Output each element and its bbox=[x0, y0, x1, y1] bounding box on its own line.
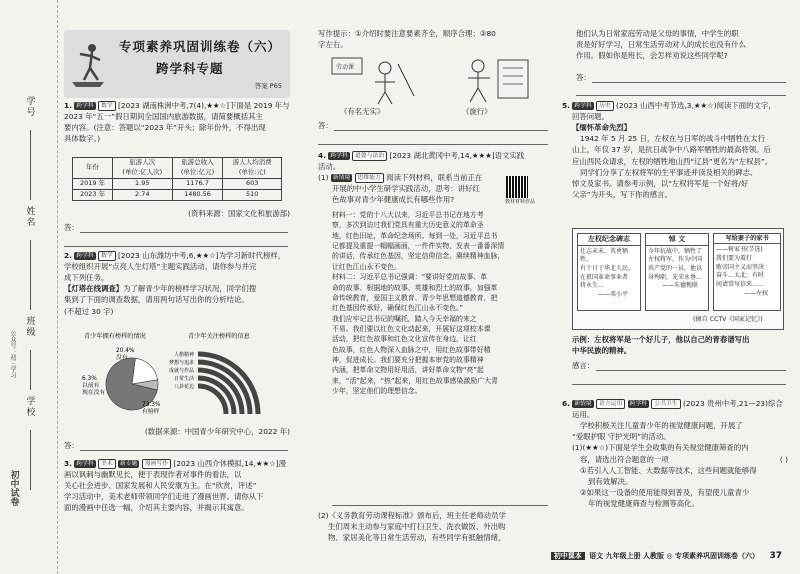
material-3-line: 少年，坚定他们的理想信念。 bbox=[332, 387, 422, 396]
q1-text-2: 2023 年“五一”假日期间全国国内旅游数据，请简要概括其主 bbox=[64, 112, 263, 122]
q4-text-2: 活动。 bbox=[318, 162, 341, 172]
ring-label: 八卦花边 bbox=[173, 384, 194, 390]
q4-text-1: [2023 湖北黄冈中考,14,★★★]语文实践 bbox=[389, 151, 525, 160]
panel-caption: (摘自 CCTV《国家记忆》) bbox=[693, 316, 763, 323]
q3-text-2: 画以讽刺与幽默见长，便于表现作者对事件的看法，以 bbox=[64, 470, 242, 480]
material-3-line: 来，“活”起来，“热”起来，用红色故事感染激励广大青 bbox=[332, 376, 498, 385]
q6-option: ②如果这一设备的使用能得到普及，有望使儿童青少 bbox=[580, 487, 750, 497]
rings-chart bbox=[169, 332, 258, 414]
q6-text: (1)(★★☆)下面是学生会收集的有关视觉健康筛查的内 bbox=[572, 443, 749, 453]
table-cell: 2019 年 bbox=[73, 179, 113, 190]
q2-text-5: 集到了下面的调查数据，请用两句话写出你的分析结论。 bbox=[64, 295, 249, 305]
material-2-line: 材料二：习近平总书记强调：“要讲好党的故事、革 bbox=[332, 273, 488, 282]
q6-option: 到有效解决。 bbox=[588, 476, 633, 486]
q1-answer-label: 答： bbox=[64, 223, 79, 232]
q4-part2-line: 生们周末主动参与家庭中打扫卫生、洗衣做饭、外出购 bbox=[328, 522, 506, 532]
q4-part2-line: (2)《义务教育劳动课程标准》颁布后，班主任老师动员学 bbox=[318, 511, 506, 520]
comic-image-1 bbox=[330, 54, 420, 106]
material-3-line: 我们应牢记总书记的嘱托，踏入今天幸福的来之 bbox=[332, 314, 477, 323]
student-id-label: 学号 bbox=[24, 96, 35, 118]
footer-label: 初中课本 bbox=[551, 552, 585, 560]
material-1-line: 记都提及重提一幅幅画面，一件件实物，发表一番番深情 bbox=[332, 242, 505, 251]
panel-text: 在祖国革命事业者 bbox=[580, 273, 629, 281]
q2-text-1: [2023 山东潍坊中考,6,★★☆]为学习新时代榜样， bbox=[118, 251, 286, 260]
q5-number: 5. bbox=[562, 101, 570, 110]
material-3-line: 内涵，把革命文物用好用活，讲好革命文物“亮”起 bbox=[332, 366, 484, 375]
q2-answer-label: 答： bbox=[64, 441, 79, 450]
q4-tag-cross: 跨学科 bbox=[330, 153, 348, 159]
comic-caption-2: 《旋行》 bbox=[462, 107, 492, 116]
q5-text: 山上，年仅 37 岁，是抗日战争中八路军牺牲的最高将领。后 bbox=[572, 145, 771, 155]
writing-hint-1: 写作提示：①介绍时要注意要素齐全，顺序合理；②80 bbox=[318, 29, 496, 38]
q2-text-2: 学校组织开展“点亮人生灯塔”主题实践活动，请你参与并完 bbox=[64, 262, 257, 272]
material-2-line: 命传统教育，爱国主义教育、青少年思想道德教育，把 bbox=[332, 293, 498, 302]
q3-number: 3. bbox=[64, 459, 72, 468]
q1-tag-cross: 跨学科 bbox=[76, 103, 94, 109]
pie-label: 73.3%有榜样 bbox=[142, 402, 161, 415]
q2-source: (数据来源：中国青少年研究中心，2022 年) bbox=[144, 427, 290, 436]
material-1-line: 的讲话，传承红色基因，坚定信仰信念，赓续精神血脉， bbox=[332, 252, 505, 261]
q5-text: 1942 年 5 月 25 日，左权在与日军的战斗中牺牲在太行 bbox=[580, 134, 766, 144]
q5-text: 回答问题。 bbox=[572, 112, 609, 122]
q6-option: ①若引入人工智能、大数据等技术，这些问题就能够得 bbox=[580, 465, 757, 475]
q4-answer-line[interactable] bbox=[332, 505, 548, 506]
panel-text: 将永生… bbox=[580, 282, 605, 290]
material-3-line: 活动，把红色故事和红色文化宣传在身边，让红 bbox=[332, 335, 477, 344]
q4-answer-line[interactable] bbox=[576, 95, 786, 96]
q3-tag-art: 美术 bbox=[98, 459, 116, 469]
panel-title: 左权纪念碑志 bbox=[578, 234, 640, 246]
table-header: 游人人均消费 (单位:元) bbox=[223, 158, 282, 179]
q2-text-4: 为了解青少年的榜样学习状况，同学们搜 bbox=[123, 284, 257, 294]
name-label: 姓名 bbox=[24, 206, 35, 228]
q4-part2-line: 他们认为日常家庭劳动是父母的事情，中学生的职 bbox=[576, 29, 739, 38]
panel-signature: ——左权 bbox=[744, 289, 769, 297]
q6-text: 运用。 bbox=[572, 410, 595, 420]
brand-logo-text: 初中试卷 bbox=[8, 470, 19, 506]
q5-text: (2023 山西中考节选,3,★★☆)阅读下面的文字， bbox=[616, 101, 776, 110]
q5-answer-line[interactable] bbox=[572, 384, 786, 385]
q2-tag-cross: 跨学科 bbox=[76, 253, 94, 259]
q4-text-5: 色故事对青少年健康成长有哪些作用? bbox=[332, 195, 455, 205]
q5-example: 中华民族的精神。 bbox=[572, 346, 632, 356]
q4-part2-line: 责是好好学习，日常生活劳动对人的成长也没有什么 bbox=[576, 40, 746, 50]
qr-caption: 教材材料作品 bbox=[504, 199, 535, 205]
q4-answer-line[interactable] bbox=[592, 82, 786, 83]
pie-label: 20.4%没有 bbox=[116, 348, 135, 361]
q6-tag-cross: 跨学科 bbox=[629, 401, 648, 407]
panel-letter bbox=[713, 233, 781, 311]
q3-text-5: 面的漫画中任选一幅，介绍其主要内容，并揭示其寓意。 bbox=[64, 503, 249, 513]
q6-text: 学校积极关注儿童青少年的视觉健康问题，开展了 bbox=[580, 421, 743, 431]
table-cell: 1176.7 bbox=[172, 179, 223, 190]
q1-answer-line[interactable] bbox=[80, 232, 288, 233]
writing-hint-2: 字左右。 bbox=[318, 40, 348, 50]
page-subtitle: 跨学科专题 bbox=[156, 61, 224, 76]
question-5 bbox=[562, 100, 788, 200]
material-1-line: 地，红色旧址，革命纪念场所。每到一处，习近平总书 bbox=[332, 231, 498, 240]
page-number: 37 bbox=[769, 551, 782, 561]
pie-title: 青少年拥有榜样的情况 bbox=[84, 333, 146, 340]
q2-tag-math: 数学 bbox=[98, 251, 116, 261]
table-cell: 603 bbox=[223, 179, 282, 190]
q4-tag-law: 道德与法治 bbox=[352, 151, 387, 161]
q5-answer-line[interactable] bbox=[596, 370, 786, 371]
q5-tag-cross: 跨学科 bbox=[574, 103, 592, 109]
panel-text: 壮志未未，英勇牺牲， bbox=[580, 247, 629, 264]
table-row bbox=[73, 179, 282, 190]
panel-signature: ——朱德挽联 bbox=[662, 282, 699, 290]
q3-text-4: 学习活动中，美术老师带领同学们走进了漫画世界。请你从下 bbox=[64, 492, 264, 502]
table-cell: 1480.56 bbox=[172, 190, 223, 201]
panel-text: 我们要为着打 bbox=[716, 254, 753, 262]
q4-sub1: (1) bbox=[318, 173, 329, 183]
table-header: 旅游总收入 (单位:亿元) bbox=[172, 158, 223, 179]
panel-text: 奋斗…太北：有时 bbox=[716, 272, 765, 280]
q2-section-heading: 【灯塔在线调查】 bbox=[64, 284, 124, 294]
material-2-line: 红色基因传承好，确保红色江山永不变色。” bbox=[332, 304, 464, 313]
q6-tag-health: 公共卫生 bbox=[651, 399, 680, 409]
panel-text: 败帝国主义而坚决 bbox=[716, 263, 765, 271]
q1-text-3: 要内容。(注意：答题以“2023 年”开头；除年份外，不得出现 bbox=[64, 123, 266, 133]
q3-text-3: 关心社会进步、国家发展和人民安康为主。在“欣赏，评述” bbox=[64, 481, 257, 491]
q4-text-3: 阅读下列材料，联系当前正在 bbox=[386, 173, 483, 183]
q5-section-heading: 【缅怀革命先烈】 bbox=[572, 123, 632, 133]
q3-answer-label: 答： bbox=[318, 121, 333, 130]
q2-answer-line[interactable] bbox=[80, 450, 288, 451]
q2-number: 2. bbox=[64, 251, 72, 260]
q5-example: 示例：左权将军是一个好儿子，他以自己的青春谱写出 bbox=[572, 335, 750, 344]
pie-label: 6.3%以前有现在没有 bbox=[82, 376, 106, 396]
ring-label: 日常生活 bbox=[173, 376, 194, 382]
q4-part2-line: 作用。假如你是班长，会怎样劝说这些同学呢? bbox=[576, 51, 728, 61]
panel-subtitle: ——树家书(节选) bbox=[716, 246, 763, 254]
q4-tag-new: 新情境 bbox=[332, 175, 351, 182]
ring-label: 梦想与追求 bbox=[168, 360, 194, 366]
title-box bbox=[64, 30, 290, 98]
panel-text: 今年抗战中，牺牲了 bbox=[648, 247, 703, 255]
material-3-line: 不易。我们要以红色文化动起来，开展好这项校本课 bbox=[332, 324, 491, 333]
material-1-line: 察，多次到访过我们党具有重大历史意义的革命圣 bbox=[332, 221, 484, 230]
q1-text-4: 具体数字。) bbox=[64, 134, 101, 144]
class-line bbox=[30, 350, 31, 390]
q1-source: (资料来源：国家文化和旅游部) bbox=[188, 209, 290, 218]
table-cell: 510 bbox=[223, 190, 282, 201]
comic-caption-1: 《有名无实》 bbox=[340, 107, 385, 116]
q3-tag-comic: 漫画写作 bbox=[142, 459, 171, 469]
material-1-line: 材料一：党的十八大以来，习近平总书记在地方考 bbox=[332, 211, 484, 219]
material-3-line: 神，促进成长。我们要充分把握本审党的故事精神 bbox=[332, 356, 484, 365]
pie-slice bbox=[132, 358, 158, 384]
name-line bbox=[30, 240, 31, 310]
pie-chart bbox=[82, 332, 161, 415]
brand-text: 公众号：初三学习 bbox=[9, 330, 16, 378]
panel-text: 间请常写信来…… bbox=[716, 281, 765, 289]
q6-number: 6. bbox=[562, 399, 570, 408]
q4-answer-label: 答： bbox=[576, 73, 591, 82]
q6-text: 容，请选出符合题意的一项 bbox=[580, 454, 669, 464]
q6-tag-language: 语言运用 bbox=[596, 399, 625, 409]
qr-code[interactable] bbox=[506, 176, 528, 198]
q5-text: 父亲”为开头，写下你的感言。 bbox=[572, 189, 672, 199]
tourism-data-table bbox=[72, 157, 282, 201]
q6-text: (2023 贵州中考,21—23)综合 bbox=[682, 399, 783, 408]
ring-label: 成就与作品 bbox=[168, 368, 194, 374]
page-footer bbox=[551, 550, 782, 564]
q6-tag-new: 新情境 bbox=[574, 401, 592, 407]
school-label: 学校 bbox=[24, 396, 35, 418]
q5-text: 应山西民众请求，左权的牺牲地山西“辽县”更名为“左权县”。 bbox=[572, 156, 773, 166]
q1-number: 1. bbox=[64, 101, 72, 110]
q3-text-1: [2023 山西介休模拟,14,★★☆]漫 bbox=[173, 459, 287, 468]
reading-figure-icon bbox=[70, 40, 106, 88]
svg-text:劳动课: 劳动课 bbox=[336, 64, 355, 71]
table-cell: 2023 年 bbox=[73, 190, 113, 201]
q6-option: 年的视觉健康筛查与检测等高化。 bbox=[588, 498, 699, 508]
q6-text: “爱眼护眼 守护光明”的活动。 bbox=[572, 432, 671, 442]
page-title: 专项素养巩固训练卷（六） bbox=[119, 39, 282, 54]
q2-text-3: 成下列任务。 bbox=[64, 273, 109, 283]
q1-tag-math: 数学 bbox=[98, 101, 116, 111]
student-id-line bbox=[30, 130, 31, 200]
school-line bbox=[30, 430, 31, 490]
comic-image-2 bbox=[448, 54, 538, 106]
q3-answer-line[interactable] bbox=[318, 144, 548, 145]
panel-memorial bbox=[577, 233, 641, 311]
q5-feel-label: 感言： bbox=[572, 361, 595, 370]
q2-charts bbox=[80, 328, 290, 426]
q2-text-6: (不超过 30 字) bbox=[64, 306, 114, 316]
q3-tag-new: 新专题 bbox=[120, 461, 138, 467]
ring-label: 人格精神 bbox=[173, 352, 194, 358]
table-header: 年份 bbox=[73, 158, 113, 179]
footer-text: 语文 九年级上册 人教版 ◎ 专项素养巩固训练卷（六） bbox=[589, 552, 760, 560]
answer-page-ref: 答案 P65 bbox=[254, 82, 282, 90]
panel-title: 悼 文 bbox=[646, 234, 708, 246]
panel-text: 有十日于华北人民， bbox=[580, 264, 635, 272]
binding-strip bbox=[0, 0, 58, 574]
question-6 bbox=[562, 398, 788, 509]
q1-text-1: [2023 湖南株洲中考,7(4),★★☆]下面是 2019 年与 bbox=[118, 101, 290, 110]
q5-text: 悼文及家书。请参考示例，以“左权将军是一个好将/好 bbox=[572, 178, 749, 188]
q5-tag-history: 历史 bbox=[596, 101, 614, 111]
panel-signature: ——邓小平 bbox=[598, 290, 629, 298]
table-header: 旅游人次 (单位:亿人次) bbox=[113, 158, 173, 179]
panel-title: 写给妻子的家书 bbox=[714, 234, 780, 244]
material-2-line: 命的故事、根据地的故事、英雄和烈士的故事，加强革 bbox=[332, 283, 498, 292]
q4-part2 bbox=[318, 510, 550, 543]
material-1-line: 让红色江山永不变色。 bbox=[332, 262, 401, 271]
q5-text: 同学们分享了左权将军的生平事迹并读及相关的碑志、 bbox=[580, 167, 758, 177]
table-row bbox=[73, 190, 282, 201]
panel-text: 共产党的一员，他以 bbox=[648, 264, 703, 272]
q4-number: 4. bbox=[318, 151, 326, 160]
q3-answer-line[interactable] bbox=[334, 130, 548, 131]
panel-text: 身殉职，光荣永垂… bbox=[648, 273, 703, 281]
q4-tag-thinking: 思维能力 bbox=[355, 173, 384, 183]
q6-answer-blank[interactable]: ( ) bbox=[779, 454, 788, 464]
class-label: 班级 bbox=[24, 316, 35, 338]
q1-answer-line[interactable] bbox=[64, 246, 288, 247]
q4-text-4: 开展的中小学生研学实践活动，思考：讲好红 bbox=[332, 184, 480, 194]
q3-tag-cross: 跨学科 bbox=[76, 461, 94, 467]
table-cell: 2.74 bbox=[113, 190, 173, 201]
panel-eulogy bbox=[645, 233, 709, 311]
q5-image-panel bbox=[572, 228, 784, 330]
q4-materials bbox=[332, 210, 550, 396]
q4-part2-line: 物、家居美化等日常生活劳动，有些同学有抵触情绪， bbox=[328, 533, 506, 543]
panel-text: 左权将军，作为中国 bbox=[648, 256, 703, 264]
material-3-line: 色故事，红色人物深入血脉之中，用红色故事带好精 bbox=[332, 345, 491, 354]
rings-title: 青少年关注榜样的信息 bbox=[188, 333, 250, 340]
table-cell: 1.95 bbox=[113, 179, 173, 190]
